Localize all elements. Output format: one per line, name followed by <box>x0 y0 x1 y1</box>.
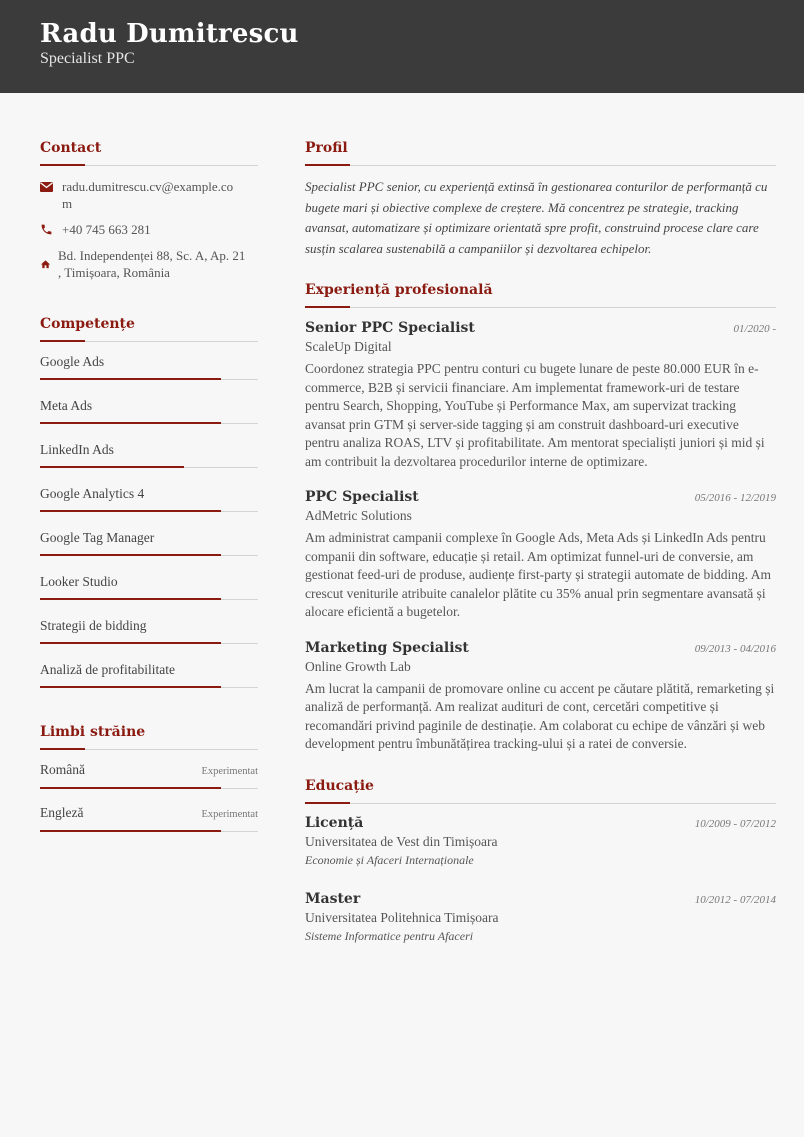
experience-description: Am administrat campanii complexe în Google Ads, Meta Ads și LinkedIn Ads pentru companii din software, educație și retail. Am optimizat funnel-uri de conversie, am gestionat feed-uri de produse, audiențe first-party și strategii automate de bidding. Am crescut veniturile atribuite canalelor plătite cu 35% anual prin segmentare avansată și alocare eficientă a bugetelor. <box>305 530 771 619</box>
language-item <box>40 805 258 832</box>
education-degree: Master <box>305 890 361 907</box>
skill-bar <box>40 643 258 644</box>
experience-company: ScaleUp Digital <box>305 339 392 354</box>
skill-bar-fill <box>40 686 221 688</box>
address-text-line1: Bd. Independenței 88, Sc. A, Ap. 21 <box>58 248 246 263</box>
education-field: Sisteme Informatice pentru Afaceri <box>305 928 474 943</box>
skill-bar <box>40 511 258 512</box>
section-divider <box>40 165 258 166</box>
envelope-icon <box>40 178 62 195</box>
experience-item <box>305 320 776 471</box>
experience-date: 09/2013 - 04/2016 <box>694 642 776 655</box>
sidebar <box>40 139 258 832</box>
profile-summary: Specialist PPC senior, cu experiență extinsă în gestionarea conturilor de performanță cu bugete mari și obiective complexe de creștere. Mă concentrez pe strategie, tracking avansat, automatizare și optimizare orientată spre profit, construind procese clare care susțin scalarea sustenabilă a campaniilor și dezvoltarea echipelor. <box>305 179 768 256</box>
skill-bar <box>40 467 258 468</box>
language-item <box>40 762 258 789</box>
language-bar-fill <box>40 830 221 832</box>
phone-text: +40 745 663 281 <box>62 222 151 237</box>
section-divider <box>305 803 776 804</box>
experience-company: Online Growth Lab <box>305 658 411 674</box>
skill-bar <box>40 687 258 688</box>
skill-bar-fill <box>40 642 221 644</box>
phone-icon <box>40 221 62 238</box>
skill-label: Google Analytics 4 <box>40 486 145 501</box>
skill-label: Analiză de profitabilitate <box>40 662 175 677</box>
experience-item <box>305 640 776 754</box>
section-divider <box>305 307 776 308</box>
job-title: Specialist PPC <box>40 50 135 67</box>
skill-bar-fill <box>40 554 221 556</box>
skill-item <box>40 518 258 562</box>
education-institution: Universitatea de Vest din Timișoara <box>305 833 498 849</box>
contact-heading: Contact <box>40 140 102 156</box>
skill-bar <box>40 379 258 380</box>
language-label: Română <box>40 762 85 777</box>
profile-heading: Profil <box>305 140 348 156</box>
home-icon <box>40 256 58 273</box>
section-divider <box>40 341 258 342</box>
skills-heading: Competențe <box>40 316 135 332</box>
education-field: Economie și Afaceri Internaționale <box>305 852 474 867</box>
skill-item <box>40 430 258 474</box>
skill-bar-fill <box>40 378 221 380</box>
language-bar <box>40 831 258 832</box>
experience-title: PPC Specialist <box>305 489 419 505</box>
contact-address <box>40 247 258 281</box>
education-institution: Universitatea Politehnica Timișoara <box>305 909 499 925</box>
skill-label: LinkedIn Ads <box>40 442 114 457</box>
language-level: Experimentat <box>201 809 258 820</box>
experience-title: Senior PPC Specialist <box>305 320 475 336</box>
section-divider <box>40 749 258 750</box>
skill-label: Looker Studio <box>40 574 118 589</box>
skill-bar-fill <box>40 598 221 600</box>
education-item <box>305 891 776 944</box>
experience-date: 05/2016 - 12/2019 <box>694 492 776 504</box>
skill-label: Google Ads <box>40 354 105 369</box>
contact-email[interactable] <box>40 178 258 212</box>
person-name: Radu Dumitrescu <box>40 19 299 49</box>
experience-date: 01/2020 - <box>733 323 776 335</box>
languages-heading: Limbi străine <box>40 724 146 740</box>
contact-phone[interactable] <box>40 221 258 238</box>
profile-section <box>305 139 776 259</box>
skill-label: Meta Ads <box>40 398 93 413</box>
skill-bar <box>40 599 258 600</box>
address-text-line2: , Timișoara, România <box>58 265 170 280</box>
experience-section <box>305 281 776 754</box>
language-label: Engleză <box>40 805 84 820</box>
email-text-line2: m <box>62 196 73 211</box>
education-degree: Licență <box>305 814 364 831</box>
email-text-line1: radu.dumitrescu.cv@example.co <box>62 179 234 194</box>
languages-section <box>40 723 258 832</box>
skill-label: Strategii de bidding <box>40 618 147 633</box>
skill-item <box>40 386 258 430</box>
experience-title: Marketing Specialist <box>305 639 469 656</box>
experience-company: AdMetric Solutions <box>305 508 412 523</box>
skill-item <box>40 606 258 650</box>
language-level: Experimentat <box>201 766 258 777</box>
skill-bar-fill <box>40 510 221 512</box>
skill-bar <box>40 423 258 424</box>
experience-description: Am lucrat la campanii de promovare online cu accent pe căutare plătită, remarketing și analiză de performanță. Am realizat audituri de cont, cercetări competitive și recomandări privind paginile de destinație. Am colaborat cu echipe de vânzări și web development pentru îmbunătățirea tracking-ului și a ratei de conversie. <box>305 680 775 751</box>
language-bar-fill <box>40 787 221 789</box>
skill-item <box>40 650 258 694</box>
education-heading: Educație <box>305 777 374 794</box>
resume-header <box>0 0 804 93</box>
skill-item <box>40 474 258 518</box>
skill-item <box>40 354 258 386</box>
education-date: 10/2009 - 07/2012 <box>694 817 776 830</box>
experience-heading: Experiență profesională <box>305 282 493 298</box>
education-date: 10/2012 - 07/2014 <box>694 893 776 906</box>
experience-description: Coordonez strategia PPC pentru conturi cu bugete lunare de peste 80.000 EUR în e-commerce, B2B și servicii financiare. Am implementat framework-uri de testare pentru Search, Shopping, YouTube și Performance Max, am supervizat tracking avansat prin GTM și server-side tagging și am construit dashboard-uri executive pentru analiza ROAS, LTV și profitabilitate. Am mentorat specialiști juniori și mid și am contribuit la dezvoltarea procedurilor interne de optimizare. <box>305 361 765 469</box>
skill-item <box>40 562 258 606</box>
skill-bar-fill <box>40 422 221 424</box>
skill-bar <box>40 555 258 556</box>
education-section <box>305 777 776 944</box>
skill-bar-fill <box>40 466 184 468</box>
contact-section <box>40 139 258 281</box>
experience-item <box>305 489 776 622</box>
education-item <box>305 815 776 868</box>
section-divider <box>305 165 776 166</box>
language-bar <box>40 788 258 789</box>
skill-label: Google Tag Manager <box>40 530 155 545</box>
skills-section <box>40 315 258 694</box>
main-content <box>305 139 776 944</box>
